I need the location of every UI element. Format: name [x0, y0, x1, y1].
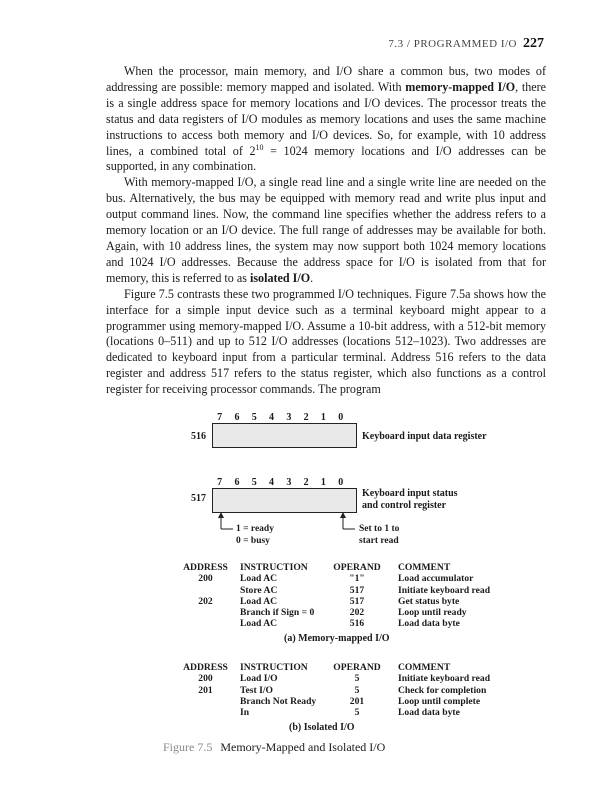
figure-caption — [163, 740, 385, 755]
note-line: Set to 1 to — [359, 524, 400, 534]
bit-label: 7 — [217, 477, 223, 488]
note-line: 1 = ready — [236, 524, 274, 534]
text-run: . — [310, 270, 314, 285]
table-row — [171, 685, 520, 696]
ready-bit-arrowhead — [218, 512, 224, 518]
term-memory-mapped: memory-mapped I/O — [405, 79, 516, 94]
cell-operand: 5 — [354, 684, 360, 696]
cell-address — [171, 707, 240, 718]
cell-address — [171, 618, 240, 629]
caption-a: (a) Memory-mapped I/O — [284, 633, 390, 644]
cell-instruction: Load AC — [240, 573, 278, 585]
register-address-517: 517 — [191, 493, 206, 504]
bit-label: 2 — [303, 477, 309, 488]
term-isolated: isolated I/O — [249, 270, 311, 285]
register-address-516: 516 — [191, 431, 206, 442]
cell-instruction: Load I/O — [240, 673, 278, 685]
col-instruction: INSTRUCTION — [240, 662, 308, 673]
label-line: Keyboard input status — [362, 488, 458, 499]
data-register-label: Keyboard input data register — [362, 431, 487, 442]
cell-comment: Check for completion — [398, 684, 487, 696]
col-address: ADDRESS — [183, 562, 228, 573]
cell-operand: "1" — [349, 573, 365, 585]
cell-instruction: Load AC — [240, 595, 278, 607]
bit-label: 0 — [338, 477, 344, 488]
text-run: = 1024 memory locations and I/O addresses can be supported, in any combination. — [106, 143, 547, 174]
bit-label: 6 — [234, 412, 240, 423]
table-header — [171, 562, 520, 573]
cell-operand: 516 — [349, 618, 365, 630]
table-row — [171, 596, 520, 607]
text-run: With memory-mapped I/O, a single read line and a single write line are needed on the bus. Alternatively, the bus may be equipped with memory read and write plus input and output command lines. Now, the command line specifies whether the address refers to a memory location or an I/O device. The full range of addresses may be available for both. Again, with 10 address lines, the system may now support both 1024 memory locations and 1024 I/O addresses. Because the address space for I/O is isolated from that for memory, this is referred to as — [106, 175, 546, 285]
table-row — [171, 573, 520, 584]
page-number: 227 — [523, 36, 544, 51]
table-header — [171, 662, 520, 673]
cell-operand: 5 — [354, 707, 360, 719]
start-bit-arrowhead — [340, 512, 346, 518]
cell-comment: Initiate keyboard read — [398, 673, 491, 685]
col-comment: COMMENT — [398, 562, 451, 573]
exponent: 10 — [255, 142, 264, 152]
cell-address — [171, 696, 240, 707]
cell-address: 201 — [198, 684, 213, 696]
bit-label: 3 — [286, 412, 292, 423]
cell-operand: 201 — [349, 695, 365, 707]
bit-label: 6 — [234, 477, 240, 488]
cell-comment: Loop until complete — [398, 695, 481, 707]
paragraph-3: Figure 7.5 contrasts these two programmed I/O techniques. Figure 7.5a shows how the interface for a simple input device such as a terminal keyboard might appear to a programmer using memory-mapped I/O. Assume a 10-bit address, with a 512-bit memory (locations 0–511) and up to 512 I/O addresses (locations 512–1023). Two addresses are dedicated to keyboard input from a particular terminal. Address 516 refers to the data register and address 517 refers to the status register, which also functions as a control register for receiving processor commands. The program — [106, 286, 546, 397]
program-table-a — [171, 562, 520, 630]
bit-label: 1 — [320, 477, 326, 488]
bit-label: 7 — [217, 412, 223, 423]
figure-number: Figure 7.5 — [163, 740, 213, 754]
cell-instruction: In — [240, 707, 250, 719]
col-operand: OPERAND — [333, 562, 381, 573]
cell-address: 202 — [198, 595, 213, 607]
col-comment: COMMENT — [398, 662, 451, 673]
cell-comment: Loop until ready — [398, 607, 467, 619]
cell-comment: Load accumulator — [398, 573, 474, 585]
cell-instruction: Test I/O — [240, 684, 273, 696]
program-table-b — [171, 662, 520, 718]
caption-b: (b) Isolated I/O — [289, 722, 355, 733]
cell-operand: 517 — [349, 584, 365, 596]
bit-label: 5 — [251, 477, 257, 488]
start-bit-note — [359, 523, 399, 547]
table-row — [171, 673, 520, 684]
cell-operand: 517 — [349, 595, 365, 607]
table-row — [171, 607, 520, 618]
cell-instruction: Store AC — [240, 584, 278, 596]
cell-comment: Initiate keyboard read — [398, 584, 491, 596]
table-row — [171, 707, 520, 718]
cell-operand: 202 — [349, 607, 365, 619]
table-row — [171, 618, 520, 629]
cell-address: 200 — [198, 673, 213, 685]
col-address: ADDRESS — [183, 662, 228, 673]
bit-label: 1 — [320, 412, 326, 423]
cell-address: 200 — [198, 573, 213, 585]
figure-title: Memory-Mapped and Isolated I/O — [220, 740, 386, 754]
section-title: 7.3 / PROGRAMMED I/O — [388, 38, 517, 50]
note-line: 0 = busy — [236, 536, 270, 546]
bit-label: 4 — [269, 412, 275, 423]
note-line: start read — [359, 536, 399, 546]
cell-comment: Load data byte — [398, 618, 460, 630]
text-run: , there is a single address space for memory locations and I/O devices. The processor treats the status and data registers of I/O modules as memory locations and uses the same machine instructions to access both memory and I/O devices. So, for example, with 10 address lines, a combined total of 2 — [106, 79, 547, 158]
cell-instruction: Branch Not Ready — [240, 695, 317, 707]
cell-comment: Load data byte — [398, 707, 460, 719]
bit-label: 0 — [338, 412, 344, 423]
table-row — [171, 696, 520, 707]
table-row — [171, 585, 520, 596]
col-operand: OPERAND — [333, 662, 381, 673]
col-instruction: INSTRUCTION — [240, 562, 308, 573]
cell-instruction: Branch if Sign = 0 — [240, 607, 315, 619]
cell-comment: Get status byte — [398, 595, 460, 607]
label-line: and control register — [362, 500, 447, 511]
bit-label: 5 — [251, 412, 257, 423]
cell-address — [171, 607, 240, 618]
text-run: When the processor, main memory, and I/O share a common bus, two modes of addressing are possible: memory mapped and isolated. With — [106, 64, 546, 94]
ready-bit-note — [236, 523, 274, 547]
cell-address — [171, 585, 240, 596]
bit-label: 4 — [269, 477, 275, 488]
bit-label: 3 — [286, 477, 292, 488]
cell-instruction: Load AC — [240, 618, 278, 630]
bit-label: 2 — [303, 412, 309, 423]
cell-operand: 5 — [354, 673, 360, 685]
